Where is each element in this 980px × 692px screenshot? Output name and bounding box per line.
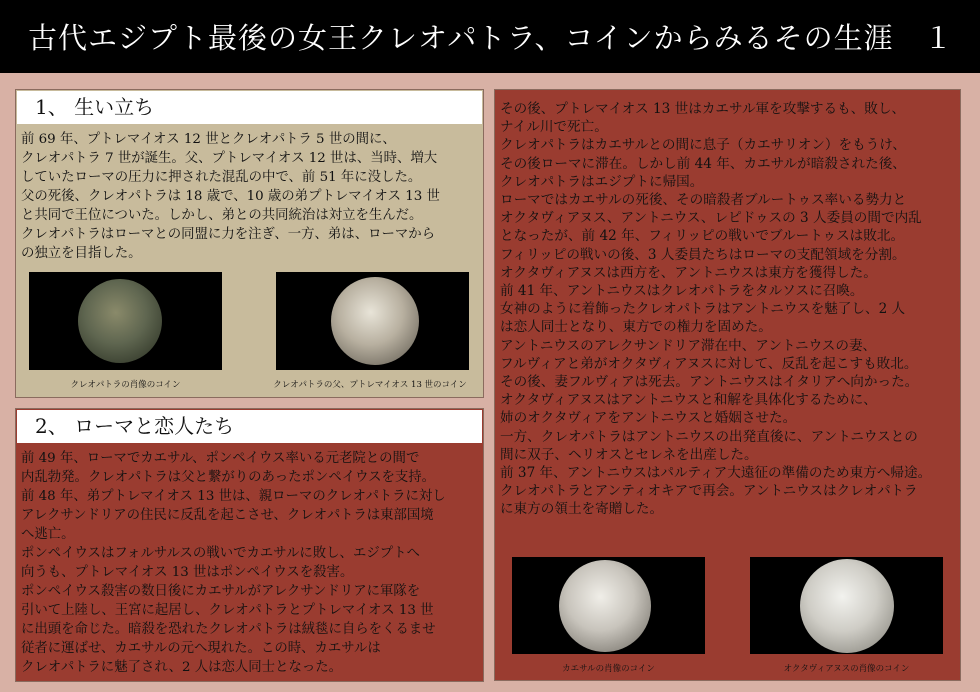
text-line: 姉のオクタヴィアをアントニウスと婚姻させた。 xyxy=(500,410,797,427)
section-continued-panel xyxy=(494,89,961,681)
bronze-coin-shape xyxy=(78,279,162,363)
text-line: クレオパトラはエジプトに帰国。 xyxy=(500,173,704,190)
coin-image-ptolemy xyxy=(276,272,469,370)
section-body xyxy=(21,130,440,263)
text-line: ポンペイウス殺害の数日後にカエサルがアレクサンドリアに軍隊を xyxy=(21,584,421,599)
text-line: アントニウスのアレクサンドリア滞在中、アントニウスの妻、 xyxy=(500,337,877,354)
text-line: の独立を目指した。 xyxy=(21,246,142,261)
text-line: 女神のように着飾ったクレオパトラはアントニウスを魅了し、2 人 xyxy=(500,301,906,318)
section-heading: 1、 生い立ち xyxy=(17,91,482,124)
text-line: オクタヴィアヌスはアントニウスと和解を具体化するために、 xyxy=(500,392,877,409)
text-line: クレオパトラに魅了され、2 人は恋人同士となった。 xyxy=(21,660,343,675)
coin-caption: オクタヴィアヌスの肖像のコイン xyxy=(783,664,910,674)
text-line: ポンペイウスはフォルサルスの戦いでカエサルに敗し、エジプトへ xyxy=(21,546,420,561)
text-line: は恋人同士となり、東方での権力を固めた。 xyxy=(500,319,772,336)
coin-image-cleopatra xyxy=(29,272,222,370)
text-line: クレオパトラとアンティオキアで再会。アントニウスはクレオパトラ xyxy=(500,483,918,500)
page-title: 古代エジプト最後の女王クレオパトラ、コインからみるその生涯 １ xyxy=(28,21,954,55)
text-line: と共同で王位についた。しかし、弟との共同統治は対立を生んだ。 xyxy=(21,208,423,223)
title-bar xyxy=(0,0,980,73)
section-heading: 2、 ローマと恋人たち xyxy=(17,410,482,443)
text-line: ローマではカエサルの死後、その暗殺者ブルートゥス率いる勢力と xyxy=(500,192,907,209)
text-line: 従者に運ばせ、カエサルの元へ現れた。この時、カエサルは xyxy=(21,641,381,656)
text-line: クレオパトラ 7 世が誕生。父、プトレマイオス 12 世は、当時、増大 xyxy=(21,151,438,166)
coin-caption: カエサルの肖像のコイン xyxy=(562,664,655,674)
section-rome-panel xyxy=(15,408,484,682)
text-line: 一方、クレオパトラはアントニウスの出発直後に、アントニウスとの xyxy=(500,428,918,445)
coin-image-octavian xyxy=(750,557,943,654)
coin-caption: クレオパトラの父、プトレマイオス 13 世のコイン xyxy=(273,380,467,390)
text-line: オクタヴィアヌス、アントニウス、レピドゥスの 3 人委員の間で内乱 xyxy=(500,210,922,227)
text-line: となったが、前 42 年、フィリッピの戦いでブルートゥスは敗北。 xyxy=(500,228,905,245)
text-line: 前 49 年、ローマでカエサル、ポンペイウス率いる元老院との間で xyxy=(21,451,420,466)
text-line: へ逃亡。 xyxy=(21,527,75,542)
text-line: その後、妻フルヴィアは死去。アントニウスはイタリアへ向かった。 xyxy=(500,374,919,391)
coin-caption: クレオパトラの肖像のコイン xyxy=(70,380,181,390)
text-line: 間に双子、ヘリオスとセレネを出産した。 xyxy=(500,446,758,463)
text-line: に東方の領土を寄贈した。 xyxy=(500,501,664,518)
text-line: 前 69 年、プトレマイオス 12 世とクレオパトラ 5 世の間に、 xyxy=(21,132,396,147)
text-line: その後ローマに滞在。しかし前 44 年、カエサルが暗殺された後、 xyxy=(500,155,906,172)
silver-coin-shape xyxy=(800,559,894,653)
text-line: クレオパトラはローマとの同盟に力を注ぎ、一方、弟は、ローマから xyxy=(21,227,436,242)
text-line: 前 37 年、アントニウスはパルティア大遠征の準備のため東方へ帰途。 xyxy=(500,465,932,482)
text-line: に出頭を命じた。暗殺を恐れたクレオパトラは絨毯に自らをくるませ xyxy=(21,622,436,637)
silver-coin-shape xyxy=(559,560,651,652)
text-line: その後、プトレマイオス 13 世はカエサル軍を攻撃するも、敗し、 xyxy=(500,101,906,117)
text-line: フルヴィアと弟がオクタヴィアヌスに対して、反乱を起こすも敗北。 xyxy=(500,355,918,372)
text-line: フィリッピの戦いの後、3 人委員たちはローマの支配領域を分割。 xyxy=(500,246,906,263)
text-line: 内乱勃発。クレオパトラは父と繋がりのあったポンペイウスを支持。 xyxy=(21,470,436,485)
silver-coin-shape xyxy=(331,277,419,365)
text-line: 父の死後、クレオパトラは 18 歳で、10 歳の弟プトレマイオス 13 世 xyxy=(21,189,440,204)
text-line: していたローマの圧力に押された混乱の中で、前 51 年に没した。 xyxy=(21,170,422,185)
text-line: 向うも、プトレマイオス 13 世はポンペイウスを殺害。 xyxy=(21,565,354,580)
text-line: 引いて上陸し、王宮に起居し、クレオパトラとプトレマイオス 13 世 xyxy=(21,603,434,618)
text-line: クレオパトラはカエサルとの間に息子（カエサリオン）をもうけ、 xyxy=(500,137,906,154)
text-line: 前 48 年、弟プトレマイオス 13 世は、親ローマのクレオパトラに対し xyxy=(21,489,446,504)
section-body xyxy=(21,449,446,677)
text-line: 前 41 年、アントニウスはクレオパトラをタルソスに召喚。 xyxy=(500,283,864,300)
text-line: アレクサンドリアの住民に反乱を起こさせ、クレオパトラは東部国境 xyxy=(21,508,434,523)
section-birth-panel xyxy=(15,89,484,398)
coin-image-caesar xyxy=(512,557,705,654)
text-line: ナイル川で死亡。 xyxy=(500,119,608,136)
text-line: オクタヴィアヌスは西方を、アントニウスは東方を獲得した。 xyxy=(500,264,877,281)
section-body xyxy=(500,100,931,519)
